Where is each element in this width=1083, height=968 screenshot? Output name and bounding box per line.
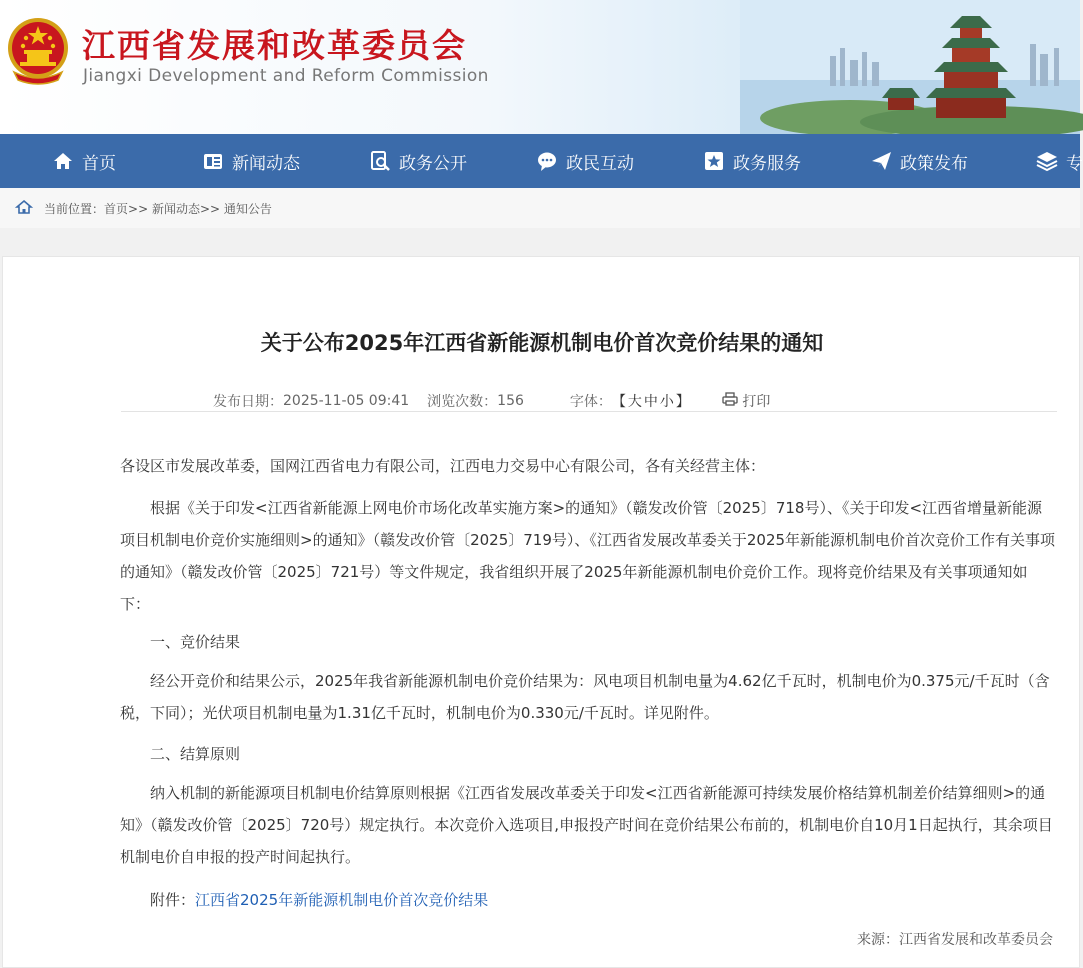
section-heading-settlement: 二、结算原则 (150, 745, 241, 763)
salutation: 各设区市发展改革委，国网江西省电力有限公司，江西电力交易中心有限公司，各有关经营主体： (120, 457, 766, 475)
paper-plane-icon (870, 150, 892, 172)
publish-date-label: 发布日期： (213, 394, 283, 410)
layers-icon (1036, 150, 1058, 172)
breadcrumb (0, 188, 1080, 228)
article-panel (2, 256, 1080, 968)
pavilion-scenery-icon (740, 0, 1080, 134)
bracket-open: 【 (611, 394, 628, 410)
bracket-close: 】 (675, 394, 692, 410)
nav-item-interaction[interactable] (536, 134, 634, 188)
document-search-icon (369, 150, 391, 172)
breadcrumb-prefix: 当前位置： (44, 202, 105, 216)
section-heading-results: 一、竞价结果 (150, 633, 241, 651)
font-small-button[interactable]: 小 (659, 394, 676, 410)
nav-item-label: 政策发布 (900, 153, 968, 174)
attachment-label: 附件： (150, 891, 196, 909)
view-count: 156 (497, 393, 524, 409)
font-size-switcher (612, 391, 692, 411)
view-count-label: 浏览次数： (427, 394, 498, 410)
publish-date: 2025-11-05 09:41 (283, 393, 410, 409)
nav-item-services[interactable] (703, 134, 801, 188)
font-medium-button[interactable]: 中 (643, 394, 660, 410)
nav-item-label: 新闻动态 (232, 153, 300, 174)
paragraph-basis: 根据《关于印发<江西省新能源上网电价市场化改革实施方案>的通知》（赣发改价管〔2025〕718号）、《关于印发<江西省增量新能源项目机制电价竞价实施细则>的通知》（赣发改价管〔2025〕719号）、《江西省发展改革委关于2025年新能源机制电价首次竞价工作有关事项的通知》（赣发改价管〔2025〕721号）等文件规定，我省组织开展了2025年新能源机制电价竞价工作。现将竞价结果及有关事项通知如下： (120, 499, 1056, 613)
home-icon (52, 150, 74, 172)
print-label: 打印 (742, 394, 771, 410)
article-meta (213, 391, 770, 411)
breadcrumb-link-news[interactable]: 新闻动态 (151, 202, 200, 216)
font-size-label: 字体： (569, 394, 612, 410)
breadcrumb-text (44, 200, 272, 217)
nav-item-label: 专 (1066, 153, 1083, 174)
breadcrumb-link-notices[interactable]: 通知公告 (223, 202, 272, 216)
nav-item-label: 政务公开 (399, 153, 467, 174)
nav-item-news[interactable] (202, 134, 300, 188)
article-source: 来源：江西省发展和改革委员会 (857, 932, 1053, 948)
print-button[interactable] (722, 391, 770, 411)
breadcrumb-link-home[interactable]: 首页 (104, 202, 129, 216)
home-icon (16, 200, 32, 214)
national-emblem-icon (6, 16, 70, 88)
site-title: 江西省发展和改革委员会 (82, 26, 467, 65)
breadcrumb-separator: >> (199, 202, 221, 216)
site-header (0, 0, 1080, 134)
star-badge-icon (703, 150, 725, 172)
breadcrumb-separator: >> (128, 202, 149, 216)
paragraph-results: 经公开竞价和结果公示，2025年我省新能源机制电价竞价结果为：风电项目机制电量为4.62亿千瓦时，机制电价为0.375元/千瓦时（含税，下同）；光伏项目机制电量为1.31亿千瓦时，机制电价为0.330元/千瓦时。详见附件。 (120, 672, 1050, 722)
article-title: 关于公布2025年江西省新能源机制电价首次竞价结果的通知 (260, 331, 824, 355)
nav-item-label: 首页 (82, 153, 116, 174)
nav-item-home[interactable] (52, 134, 116, 188)
chat-bubble-icon (536, 150, 558, 172)
attachment-line (150, 889, 488, 910)
main-nav (0, 134, 1083, 188)
nav-item-policy[interactable] (870, 134, 968, 188)
printer-icon (722, 392, 738, 406)
divider (121, 411, 1057, 412)
nav-item-special[interactable] (1036, 134, 1083, 188)
nav-item-label: 政民互动 (566, 153, 634, 174)
newspaper-icon (202, 150, 224, 172)
attachment-link[interactable]: 江西省2025年新能源机制电价首次竞价结果 (195, 891, 489, 909)
nav-item-label: 政务服务 (733, 153, 801, 174)
site-subtitle: Jiangxi Development and Reform Commission (83, 66, 489, 86)
font-large-button[interactable]: 大 (627, 394, 644, 410)
paragraph-settlement: 纳入机制的新能源项目机制电价结算原则根据《江西省发展改革委关于印发<江西省新能源可持续发展价格结算机制差价结算细则>的通知》（赣发改价管〔2025〕720号）规定执行。本次竞价入选项目,申报投产时间在竞价结果公布前的，机制电价自10月1日起执行，其余项目机制电价自申报的投产时间起执行。 (120, 784, 1053, 866)
nav-item-gov-affairs[interactable] (369, 134, 467, 188)
